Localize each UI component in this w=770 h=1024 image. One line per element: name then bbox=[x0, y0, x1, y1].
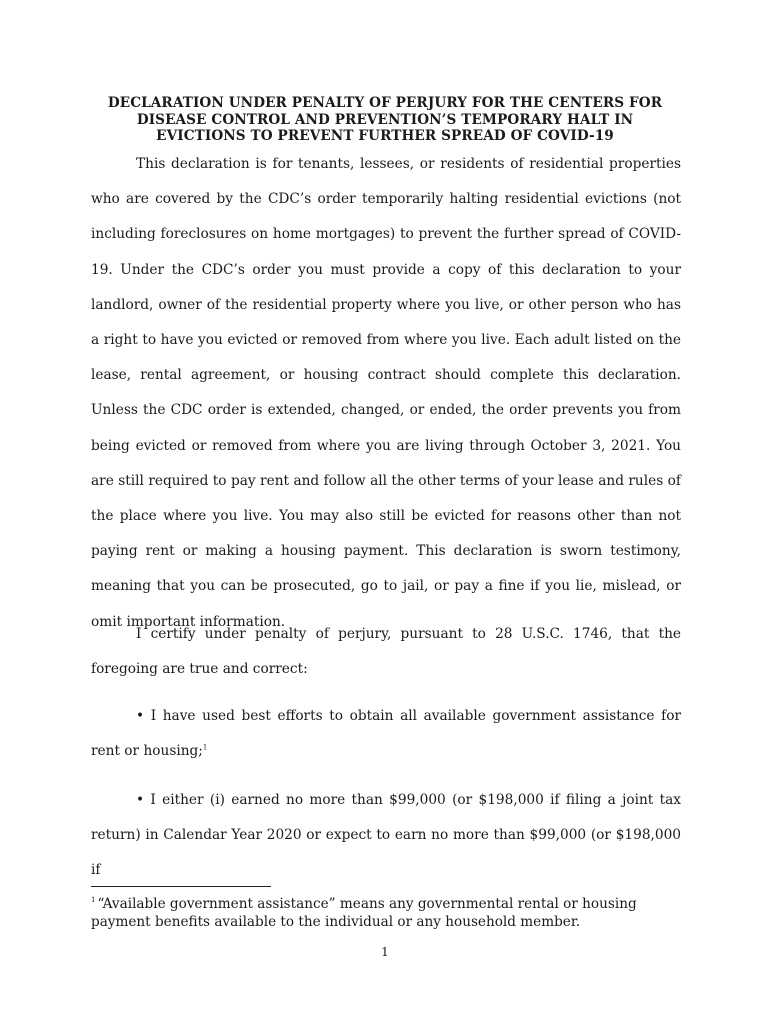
bullet-item-text: • I either (i) earned no more than $99,000 (or $198,000 if filing a joint tax return) in Calendar Year 2020 or expect to earn no more than $99,000 (or $198,000 if bbox=[91, 792, 681, 879]
page-number: 1 bbox=[381, 945, 389, 959]
certification-paragraph-text: I certify under penalty of perjury, pursuant to 28 U.S.C. 1746, that the foregoing are true and correct: bbox=[91, 626, 681, 678]
footnote-reference[interactable]: 1 bbox=[202, 743, 208, 752]
certification-paragraph bbox=[91, 617, 681, 687]
bullet-item-income bbox=[91, 783, 681, 889]
footnote-mark: 1 bbox=[91, 896, 96, 905]
bullet-item-assistance bbox=[91, 699, 681, 769]
bullet-item-text: • I have used best efforts to obtain all available government assistance for rent or housing; bbox=[91, 708, 681, 760]
footnote bbox=[91, 895, 683, 931]
document-title: DECLARATION UNDER PENALTY OF PERJURY FOR THE CENTERS FOR DISEASE CONTROL AND PREVENTION’S TEMPORARY HALT IN EVICTIONS TO PREVENT FURTHER SPREAD OF COVID-19 bbox=[107, 95, 663, 144]
footnote-text: “Available government assistance” means any governmental rental or housing payment benefits available to the individual or any household member. bbox=[91, 896, 637, 930]
intro-paragraph bbox=[91, 147, 681, 640]
intro-paragraph-text: This declaration is for tenants, lessees, or residents of residential properties who are covered by the CDC’s order temporarily halting residential evictions (not including foreclosures on home mortgages) to prevent the further spread of COVID-19. Under the CDC’s order you must provide a copy of this declaration to your landlord, owner of the residential property where you live, or other person who has a right to have you evicted or removed from where you live. Each adult listed on the lease, rental agreement, or housing contract should complete this declaration. Unless the CDC order is extended, changed, or ended, the order prevents you from being evicted or removed from where you are living through October 3, 2021. You are still required to pay rent and follow all the other terms of your lease and rules of the place where you live. You may also still be evicted for reasons other than not paying rent or making a housing payment. This declaration is sworn testimony, meaning that you can be prosecuted, go to jail, or pay a fine if you lie, mislead, or omit important information. bbox=[91, 156, 681, 630]
footnote-divider bbox=[91, 886, 271, 887]
